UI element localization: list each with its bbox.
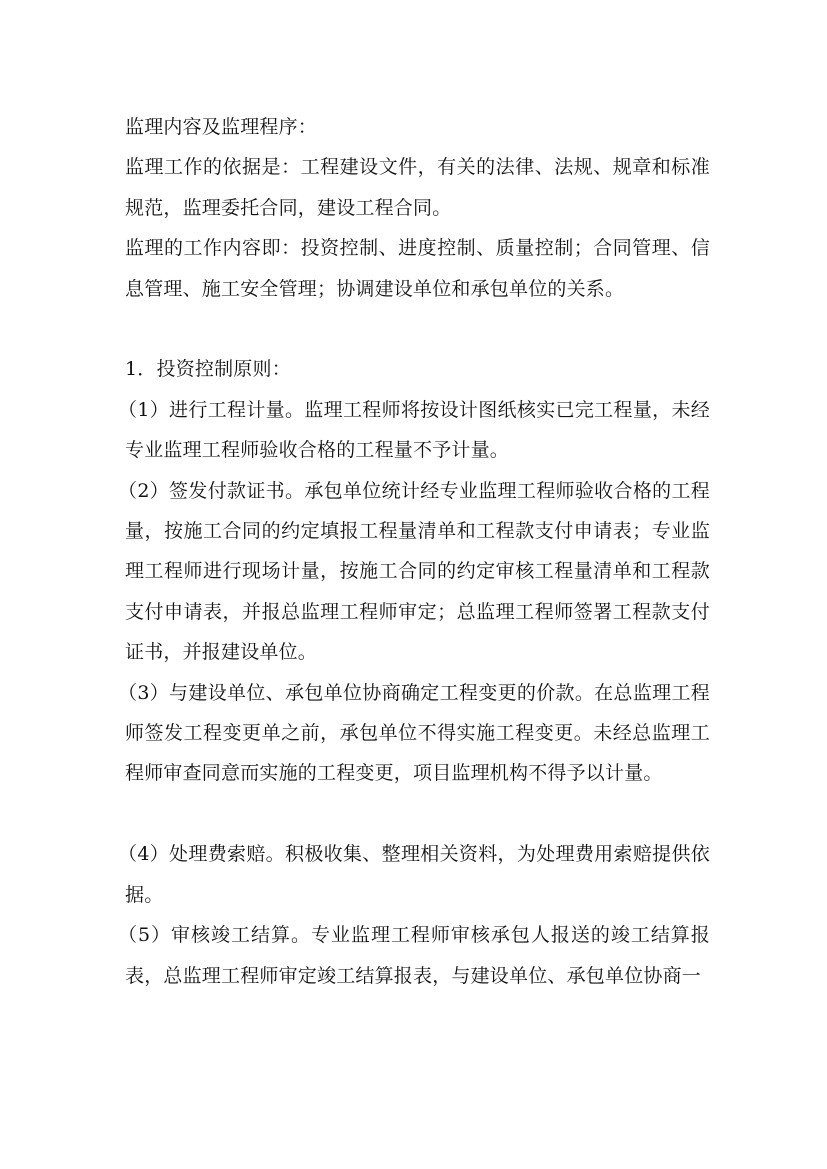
intro-heading: 监理内容及监理程序：: [125, 116, 318, 138]
list-item-claims: （4）处理费索赔。积极收集、整理相关资料，为处理费用索赔提供依据。: [118, 843, 710, 906]
paragraph-spacer: [125, 794, 710, 834]
list-item-final-settlement: （5）审核竣工结算。专业监理工程师审核承包人报送的竣工结算报表，总监理工程师审定竣工结算报表，与建设单位、承包单位协商一: [118, 924, 710, 987]
supervision-basis-paragraph: 监理工作的依据是：工程建设文件，有关的法律、法规、规章和标准规范，监理委托合同，建设工程合同。: [125, 156, 710, 219]
document-body: [118, 107, 710, 996]
paragraph-spacer: [125, 309, 710, 349]
list-item-engineering-measurement: （1）进行工程计量。监理工程师将按设计图纸核实已完工程量，未经专业监理工程师验收合格的工程量不予计量。: [118, 398, 710, 462]
list-item-payment-certificate: （2）签发付款证书。承包单位统计经专业监理工程师验收合格的工程量，按施工合同的约定填报工程量清单和工程款支付申请表；专业监理工程师进行现场计量，按施工合同的约定审核工程量清单和工程款支付申请表，并报总监理工程师审定；总监理工程师签署工程款支付证书，并报建设单位。: [118, 479, 710, 664]
list-item-change-pricing: （3）与建设单位、承包单位协商确定工程变更的价款。在总监理工程师签发工程变更单之前，承包单位不得实施工程变更。未经总监理工程师审查同意而实施的工程变更，项目监理机构不得予以计量。: [118, 681, 710, 785]
supervision-content-paragraph: 监理的工作内容即：投资控制、进度控制、质量控制；合同管理、信息管理、施工安全管理；协调建设单位和承包单位的关系。: [125, 237, 710, 300]
section-title-investment-control: 1．投资控制原则：: [125, 358, 291, 381]
